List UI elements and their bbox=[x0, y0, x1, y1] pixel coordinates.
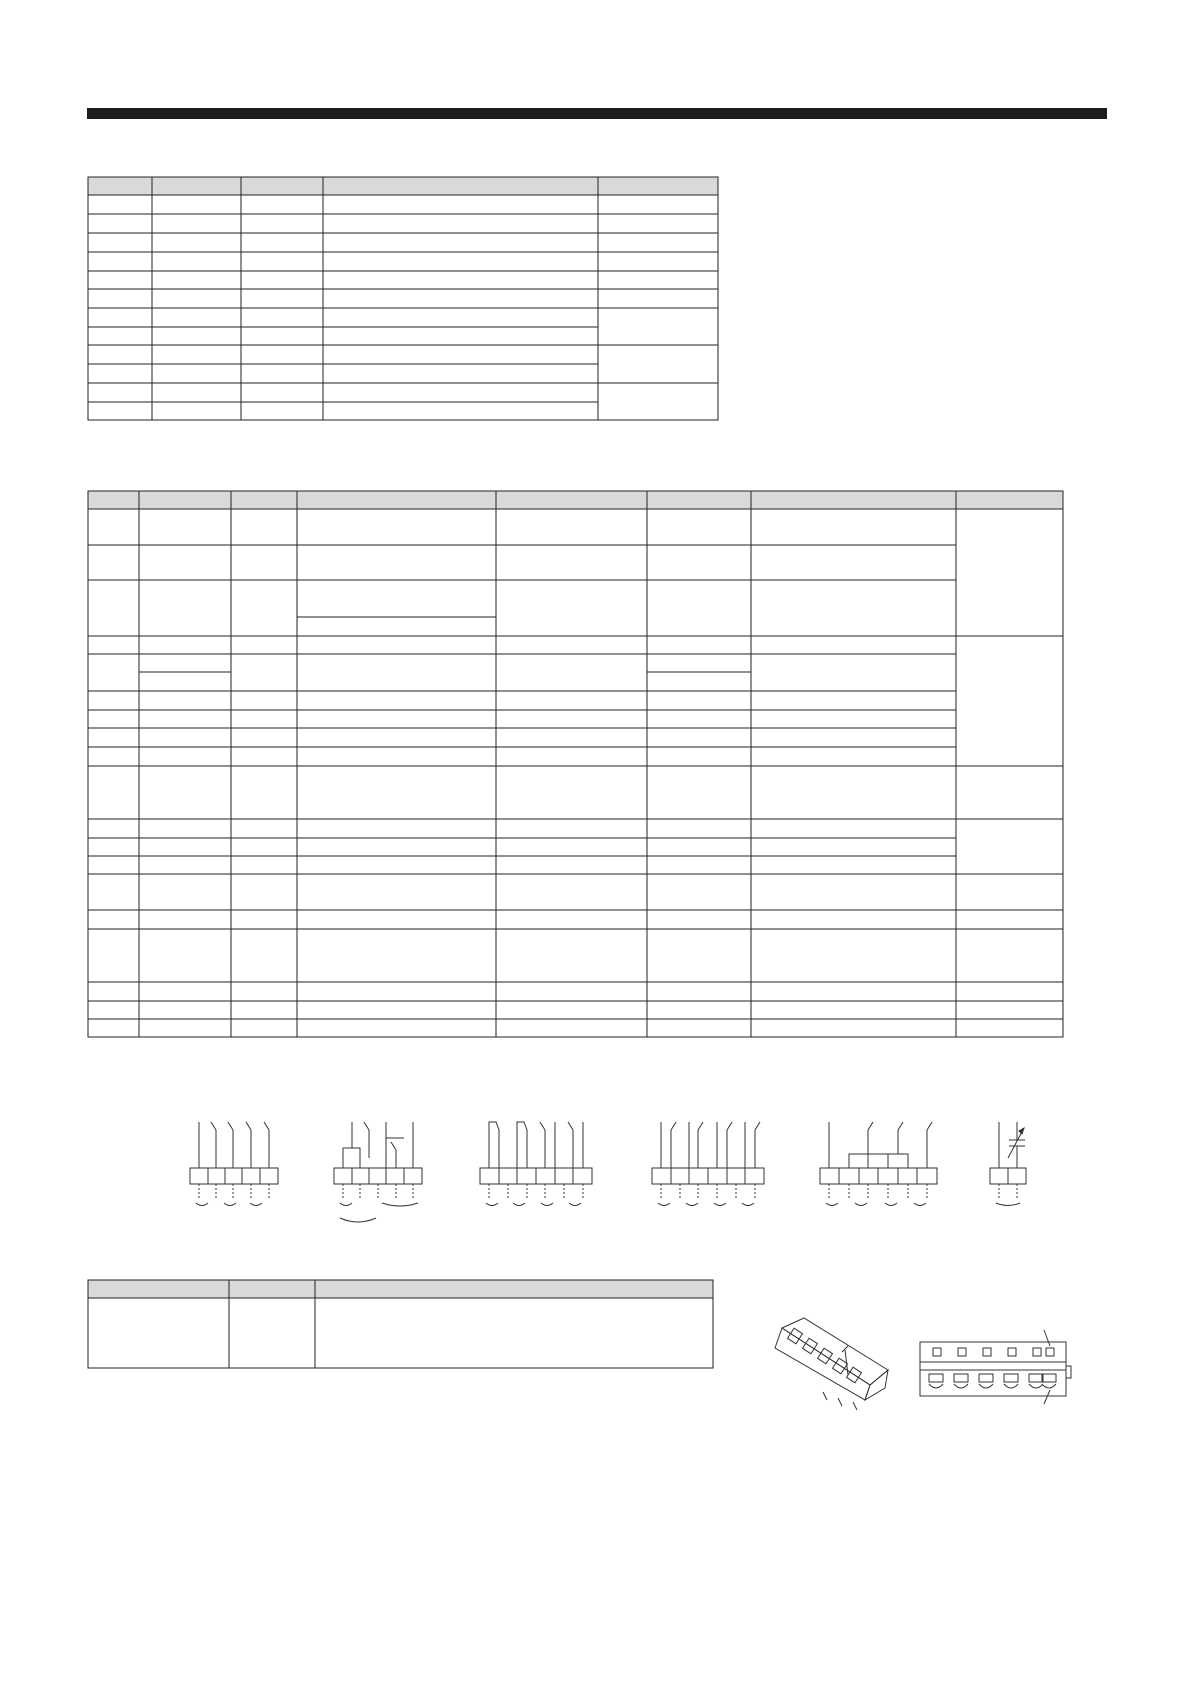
connector-front-view bbox=[920, 1330, 1071, 1404]
connector-perspective-view bbox=[775, 1318, 888, 1410]
